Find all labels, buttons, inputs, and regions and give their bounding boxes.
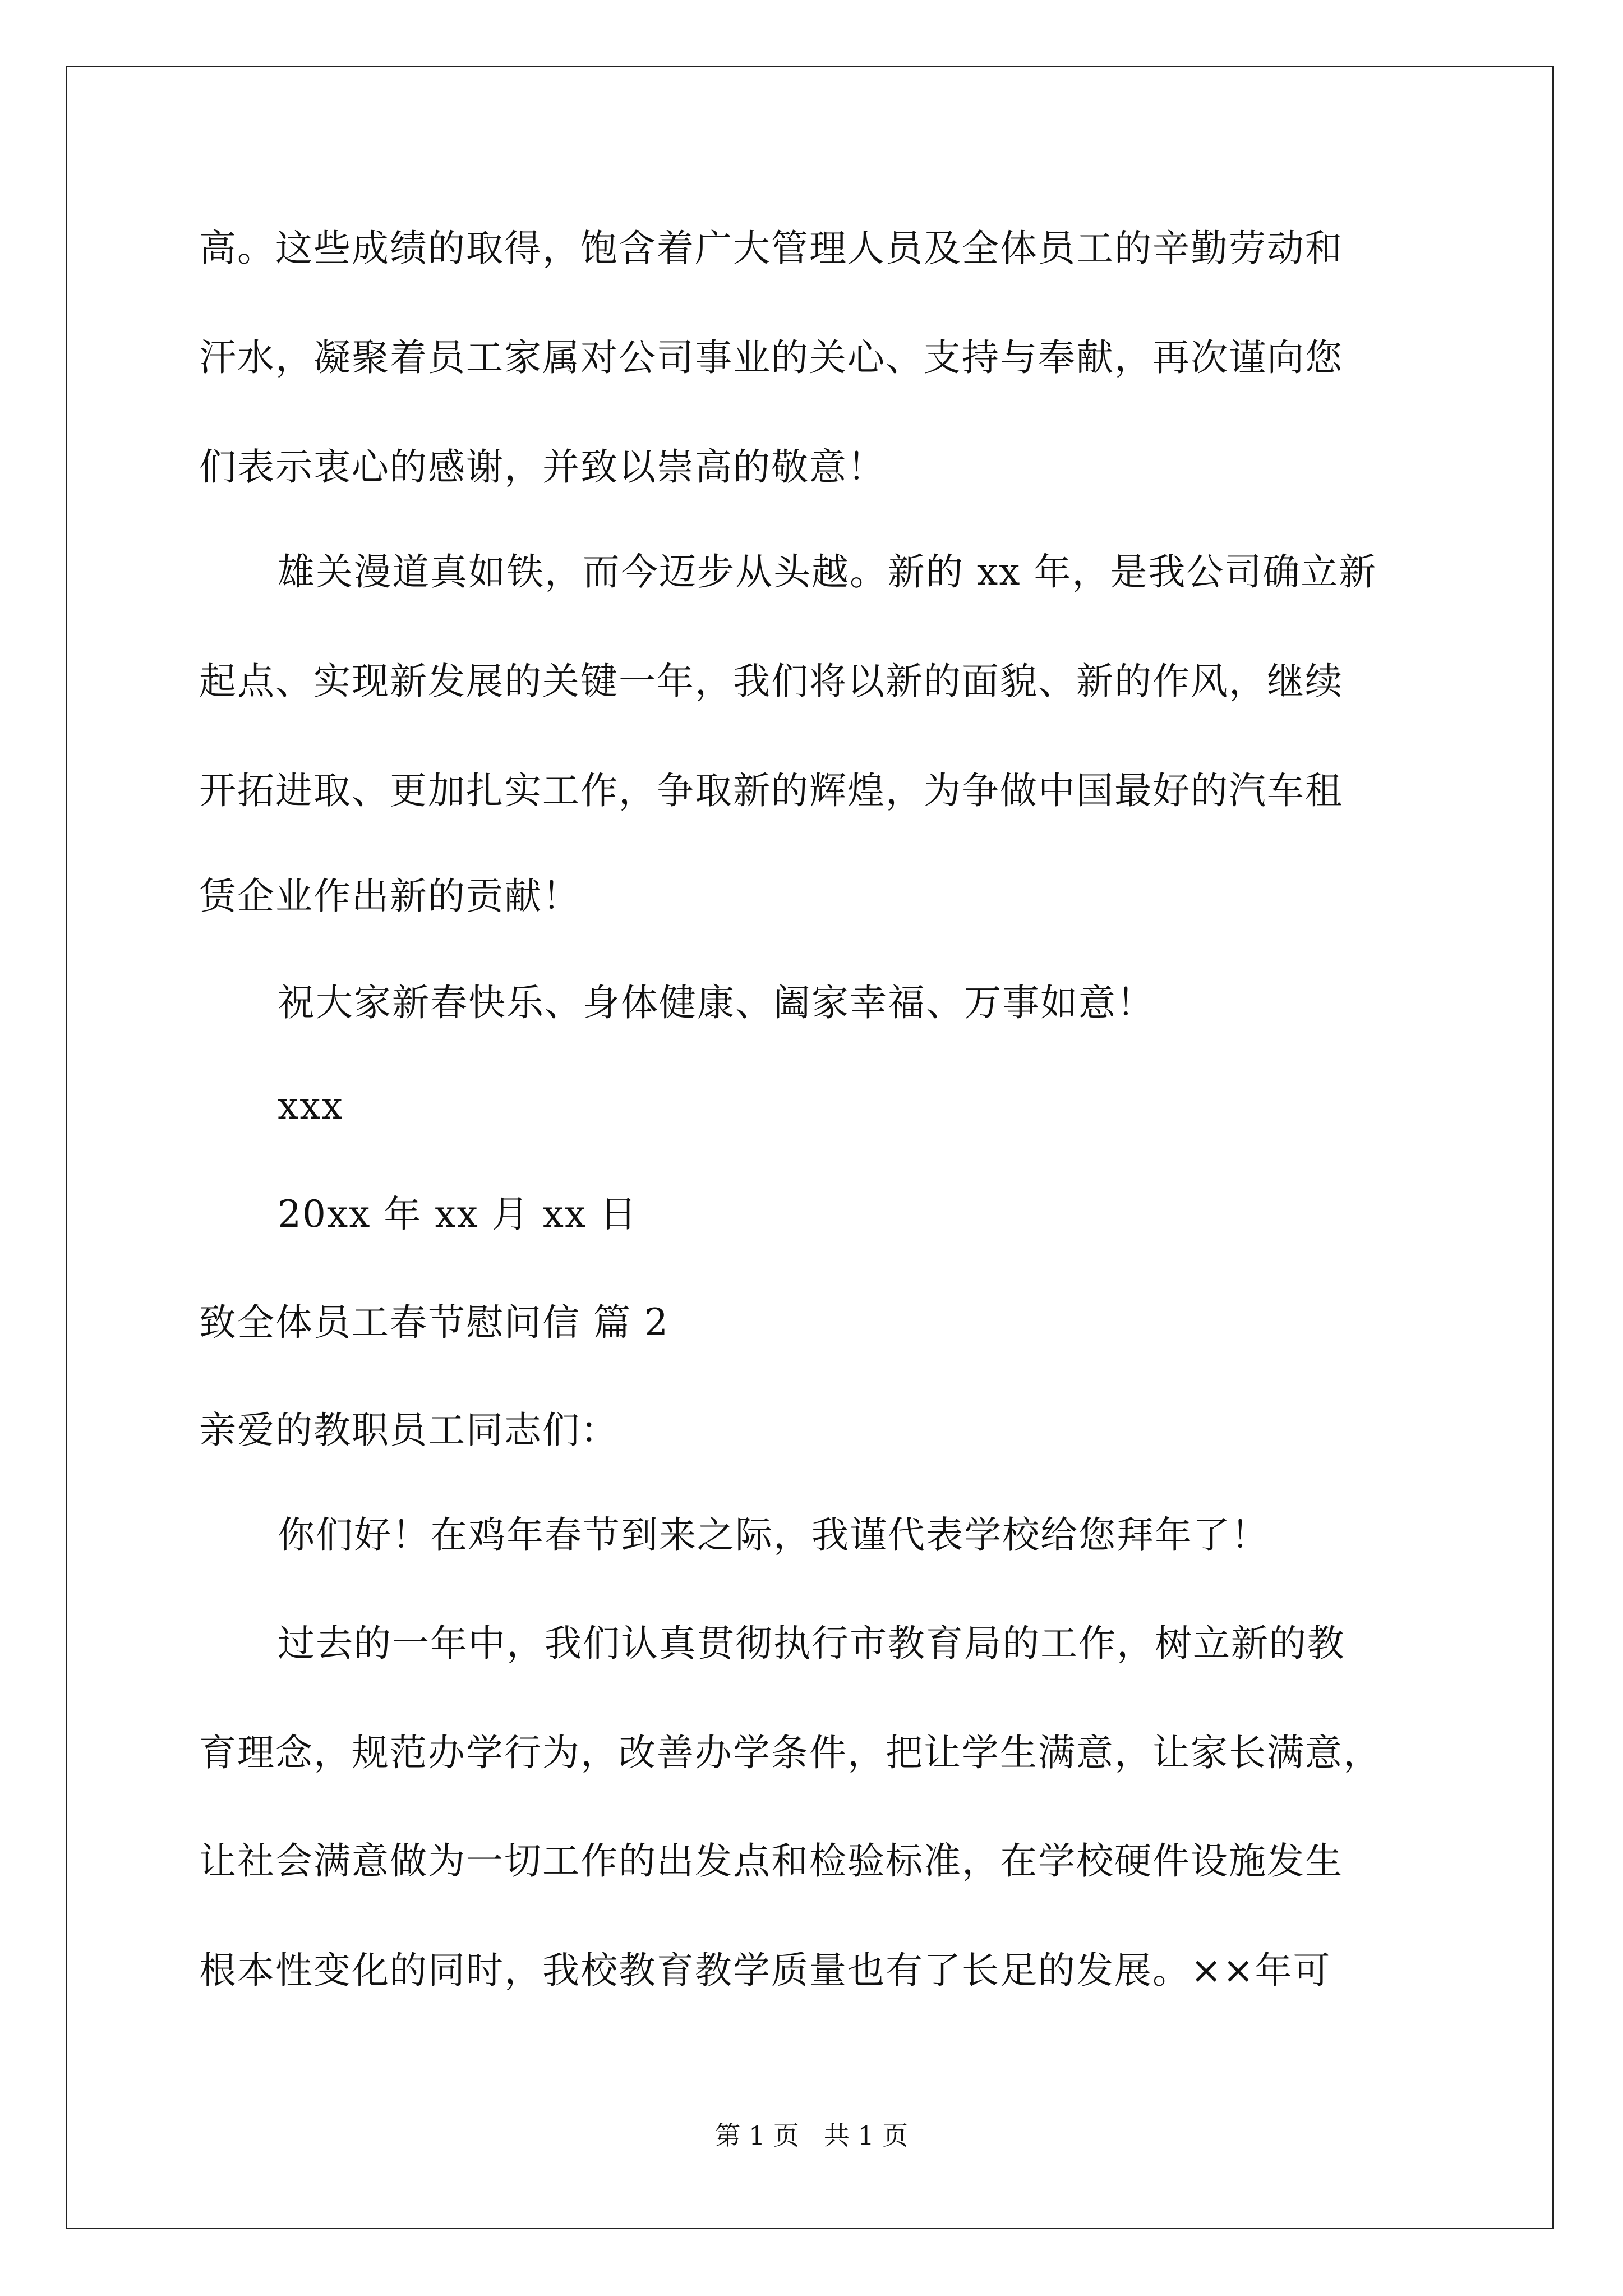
paragraph-line: 汗水，凝聚着员工家属对公司事业的关心、支持与奉献，再次谨向您 (199, 336, 1343, 379)
paragraph-line: 根本性变化的同时，我校教育教学质量也有了长足的发展。××年可 (199, 1949, 1331, 1992)
paragraph-line: 雄关漫道真如铁，而今迈步从头越。新的 xx 年，是我公司确立新 (278, 550, 1377, 593)
paragraph-line: 祝大家新春快乐、身体健康、阖家幸福、万事如意！ (278, 981, 1155, 1024)
paragraph-line: 赁企业作出新的贡献！ (199, 875, 580, 918)
paragraph-line: 让社会满意做为一切工作的出发点和检验标准，在学校硬件设施发生 (199, 1839, 1343, 1883)
paragraph-line: 你们好！在鸡年春节到来之际，我谨代表学校给您拜年了！ (278, 1513, 1269, 1557)
paragraph-line: 们表示衷心的感谢，并致以崇高的敬意！ (199, 445, 886, 489)
signature-date: 20xx 年 xx 月 xx 日 (278, 1193, 638, 1236)
signature-name: xxx (278, 1084, 344, 1128)
paragraph-line: 起点、实现新发展的关键一年，我们将以新的面貌、新的作风，继续 (199, 660, 1343, 703)
paragraph-line: 育理念，规范办学行为，改善办学条件，把让学生满意，让家长满意， (199, 1731, 1381, 1774)
paragraph-line: 高。这些成绩的取得，饱含着广大管理人员及全体员工的辛勤劳动和 (199, 227, 1343, 270)
page-border (66, 66, 1554, 2229)
paragraph-line: 过去的一年中，我们认真贯彻执行市教育局的工作，树立新的教 (278, 1622, 1345, 1665)
section-heading: 致全体员工春节慰问信 篇 2 (199, 1301, 669, 1344)
paragraph-line: 开拓进取、更加扎实工作，争取新的辉煌，为争做中国最好的汽车租 (199, 769, 1343, 812)
page-footer: 第 1 页 共 1 页 (714, 2120, 909, 2151)
salutation: 亲爱的教职员工同志们： (199, 1409, 619, 1452)
